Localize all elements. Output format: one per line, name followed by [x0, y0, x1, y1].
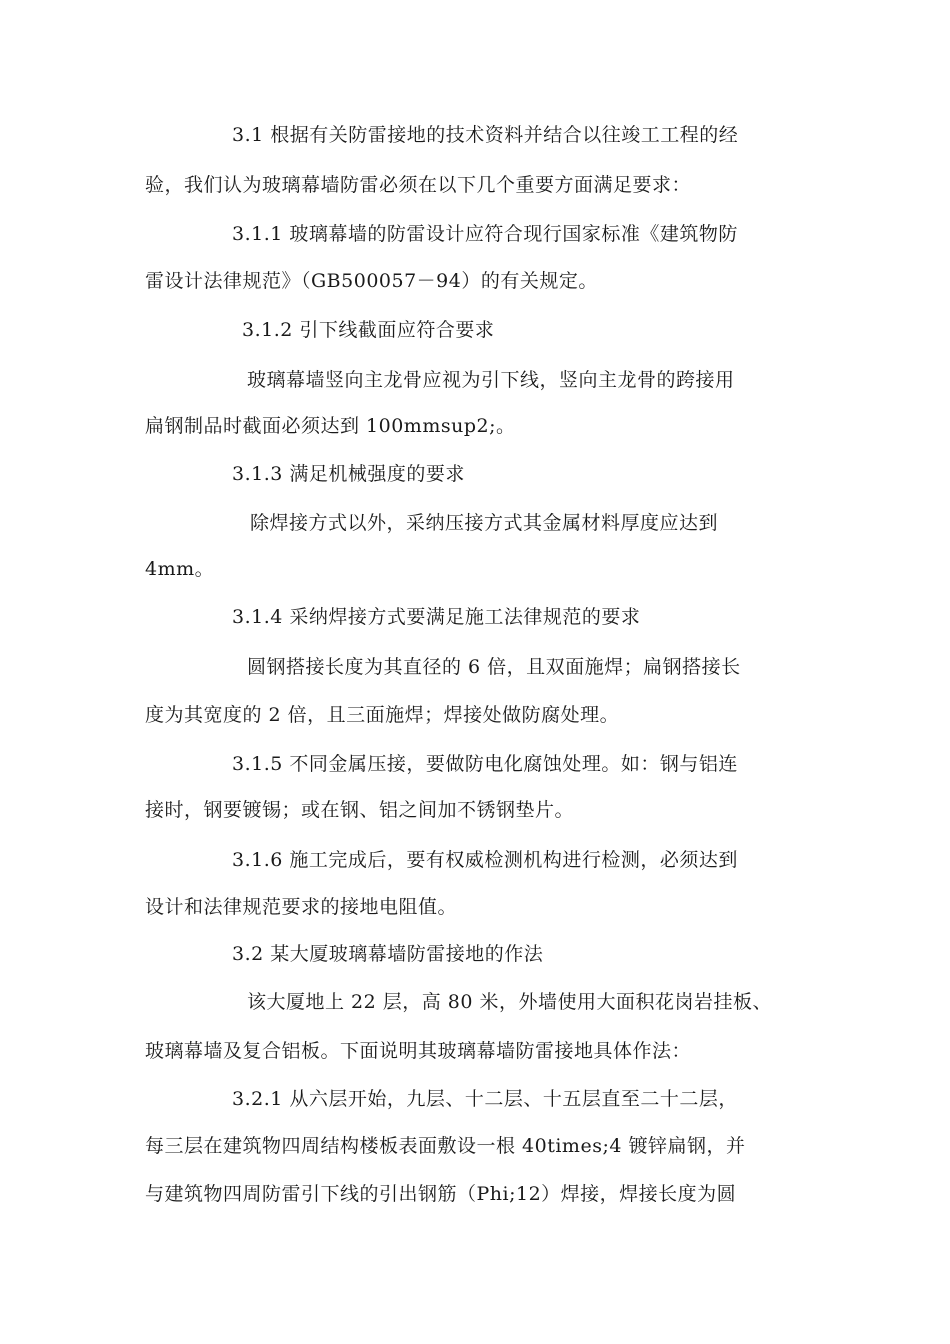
heading-3-1-3: 3.1.3 满足机械强度的要求 — [232, 463, 465, 485]
paragraph-3-1-2-line-1: 玻璃幕墙竖向主龙骨应视为引下线，竖向主龙骨的跨接用 — [247, 369, 735, 391]
paragraph-3-1-4-line-2: 度为其宽度的 2 倍，且三面施焊；焊接处做防腐处理。 — [145, 704, 620, 726]
paragraph-3-1-1-line-1: 3.1.1 玻璃幕墙的防雷设计应符合现行国家标准《建筑物防 — [232, 223, 738, 245]
paragraph-3-1-2-line-2: 扁钢制品时截面必须达到 100mmsup2;。 — [145, 415, 516, 437]
paragraph-3-1-3-line-2: 4mm。 — [145, 558, 215, 580]
paragraph-3-2-1-line-1: 3.2.1 从六层开始，九层、十二层、十五层直至二十二层， — [232, 1088, 738, 1110]
paragraph-3-1-5-line-2: 接时，钢要镀锡；或在钢、铝之间加不锈钢垫片。 — [145, 799, 575, 821]
paragraph-3-1-5-line-1: 3.1.5 不同金属压接，要做防电化腐蚀处理。如：钢与铝连 — [232, 753, 738, 775]
paragraph-3-1-1-line-2: 雷设计法律规范》（GB500057－94）的有关规定。 — [145, 270, 598, 292]
heading-3-1-4: 3.1.4 采纳焊接方式要满足施工法律规范的要求 — [232, 606, 641, 628]
paragraph-3-1-line-1: 3.1 根据有关防雷接地的技术资料并结合以往竣工工程的经 — [232, 124, 739, 146]
paragraph-3-1-3-line-1: 除焊接方式以外，采纳压接方式其金属材料厚度应达到 — [250, 512, 719, 534]
heading-3-2: 3.2 某大厦玻璃幕墙防雷接地的作法 — [232, 943, 544, 965]
paragraph-3-2-1-line-3: 与建筑物四周防雷引下线的引出钢筋（Phi;12）焊接，焊接长度为圆 — [145, 1183, 737, 1205]
heading-3-1-2: 3.1.2 引下线截面应符合要求 — [242, 319, 495, 341]
paragraph-3-1-line-2: 验，我们认为玻璃幕墙防雷必须在以下几个重要方面满足要求： — [145, 174, 692, 196]
paragraph-3-1-6-line-2: 设计和法律规范要求的接地电阻值。 — [145, 896, 458, 918]
paragraph-3-2-line-1: 该大厦地上 22 层，高 80 米，外墙使用大面积花岗岩挂板、 — [247, 991, 773, 1013]
paragraph-3-1-6-line-1: 3.1.6 施工完成后，要有权威检测机构进行检测，必须达到 — [232, 849, 738, 871]
paragraph-3-1-4-line-1: 圆钢搭接长度为其直径的 6 倍，且双面施焊；扁钢搭接长 — [247, 656, 741, 678]
paragraph-3-2-1-line-2: 每三层在建筑物四周结构楼板表面敷设一根 40times;4 镀锌扁钢，并 — [145, 1135, 746, 1157]
paragraph-3-2-line-2: 玻璃幕墙及复合铝板。下面说明其玻璃幕墙防雷接地具体作法： — [145, 1040, 692, 1062]
